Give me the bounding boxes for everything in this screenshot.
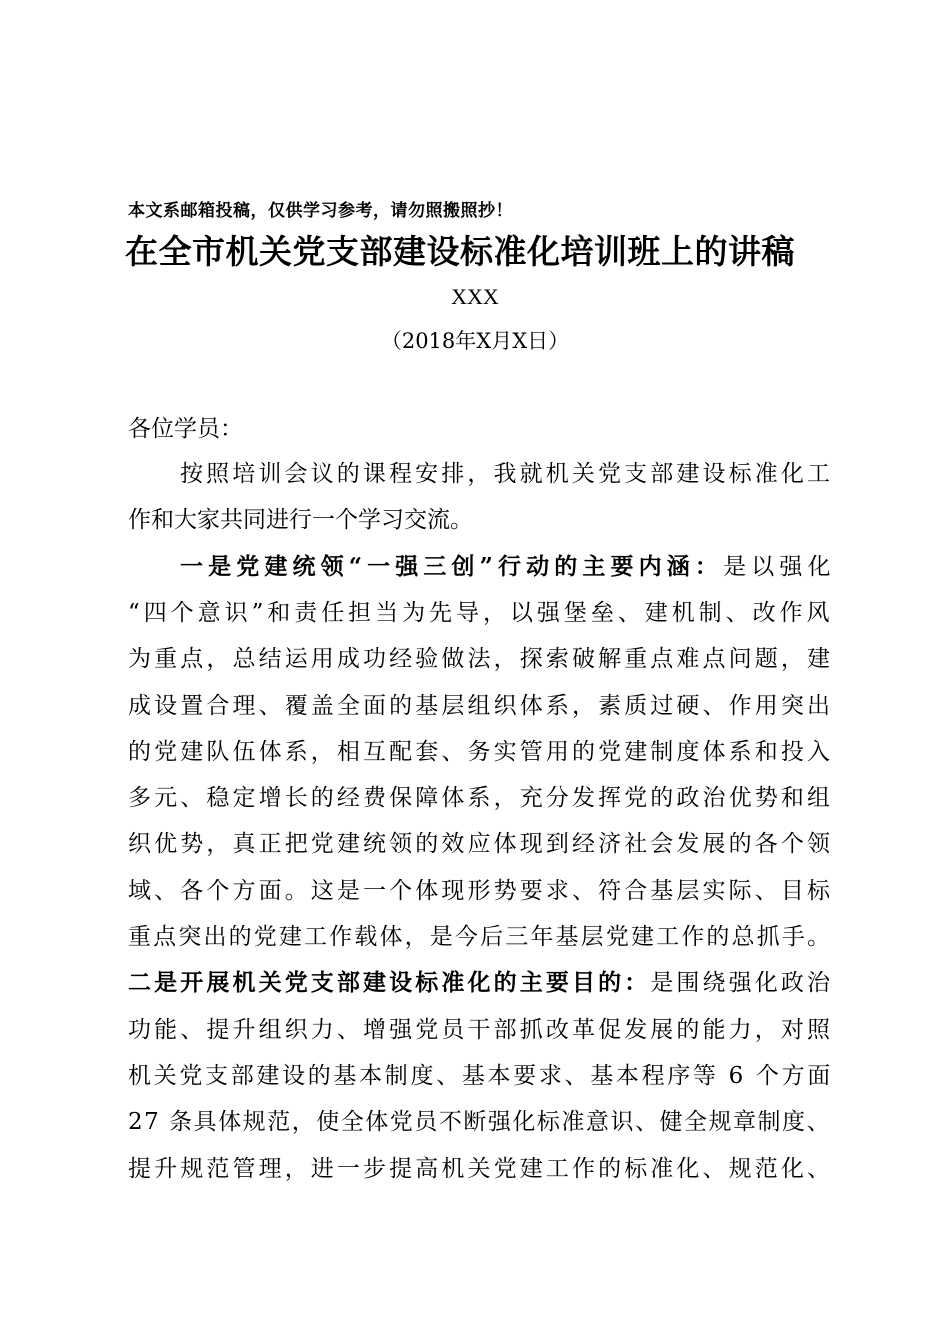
body-line: [128, 922, 832, 952]
body-line-heading: 二是开展机关党支部建设标准化的主要目的：: [128, 969, 651, 997]
body-line: [128, 1107, 831, 1137]
body-line: [128, 968, 833, 998]
body-line-text: 提升规范管理，进一步提高机关党建工作的标准化、规范化、: [128, 1155, 834, 1182]
body-line-text: 是围绕强化政治: [650, 970, 834, 997]
body-line: [180, 459, 833, 489]
body-line: [128, 1015, 833, 1045]
body-line-text: 功能、提升组织力、增强党员干部抓改革促发展的能力，对照: [128, 1016, 834, 1043]
body-line: [180, 552, 836, 582]
submission-notice: 本文系邮箱投稿，仅供学习参考，请勿照搬照抄！: [128, 201, 513, 221]
body-line-text: 按照培训会议的课程安排，我就机关党支部建设标准化工: [180, 461, 834, 487]
document-author: XXX: [451, 284, 499, 309]
body-line: [128, 644, 833, 674]
body-line: [128, 829, 833, 859]
body-line: [128, 783, 833, 813]
body-line: [128, 737, 833, 767]
body-line-text: 机关党支部建设的基本制度、基本要求、基本程序等 6 个方面: [128, 1062, 833, 1089]
body-line: [128, 1154, 833, 1184]
body-line-text: 作和大家共同进行一个学习交流。: [128, 507, 473, 534]
body-line: [128, 691, 833, 721]
document-title: 在全市机关党支部建设标准化培训班上的讲稿: [125, 232, 795, 271]
body-line-text: 是以强化: [723, 553, 836, 580]
body-line-heading: 一是党建统领“一强三创”行动的主要内涵：: [180, 552, 724, 580]
body-line-text: 多元、稳定增长的经费保障体系，充分发挥党的政治优势和组: [128, 785, 834, 812]
document-date: （2018年X月X日）: [380, 329, 570, 353]
salutation: 各位学员：: [128, 416, 243, 442]
body-line-text: 27 条具体规范，使全体党员不断强化标准意识、健全规章制度、: [128, 1109, 832, 1136]
body-line-text: 织优势，真正把党建统领的效应体现到经济社会发展的各个领: [128, 831, 834, 858]
body-line-text: 重点突出的党建工作载体，是今后三年基层党建工作的总抓手。: [128, 924, 833, 950]
body-line-text: 的党建队伍体系，相互配套、务实管用的党建制度体系和投入: [128, 738, 834, 765]
body-line-text: “四个意识”和责任担当为先导，以强堡垒、建机制、改作风: [128, 599, 834, 626]
body-line: [128, 876, 833, 906]
body-line-text: 成设置合理、覆盖全面的基层组织体系，素质过硬、作用突出: [128, 692, 834, 719]
body-line-text: 为重点，总结运用成功经验做法，探索破解重点难点问题，建: [128, 646, 834, 673]
body-line: [128, 598, 833, 628]
body-line-text: 域、各个方面。这是一个体现形势要求、符合基层实际、目标: [128, 877, 834, 904]
body-line: [128, 505, 473, 535]
body-line: [128, 1061, 833, 1091]
